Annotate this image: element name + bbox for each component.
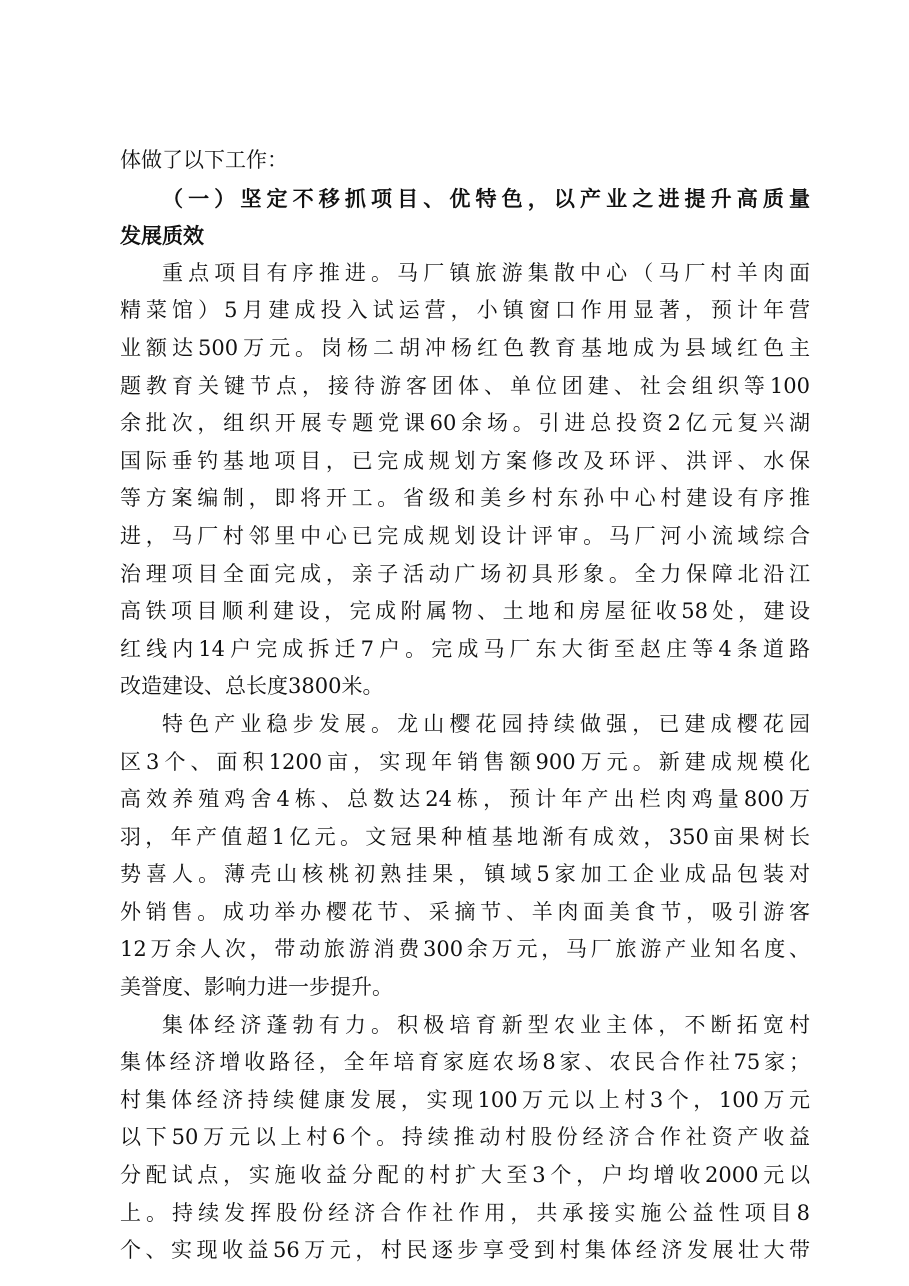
text-line: 精菜馆）5月建成投入试运营，小镇窗口作用显著，预计年营: [120, 298, 810, 323]
text-line: 余批次，组织开展专题党课60余场。引进总投资2亿元复兴湖: [120, 411, 810, 436]
text-line: 势喜人。薄壳山核桃初熟挂果，镇域5家加工企业成品包装对: [120, 862, 810, 887]
text-line: 分配试点，实施收益分配的村扩大至3个，户均增收2000元以: [120, 1163, 810, 1188]
text-line: 高效养殖鸡舍4栋、总数达24栋，预计年产出栏肉鸡量800万: [120, 787, 810, 812]
paragraph-key-projects: [120, 255, 810, 706]
text-line: 个、实现收益56万元，村民逐步享受到村集体经济发展壮大带: [120, 1238, 810, 1263]
intro-paragraph: [120, 142, 810, 180]
text-line: 体做了以下工作：: [120, 148, 288, 172]
text-line: 上。持续发挥股份经济合作社作用，共承接实施公益性项目8: [120, 1200, 810, 1225]
text-line: 进，马厂村邻里中心已完成规划设计评审。马厂河小流域综合: [120, 523, 810, 548]
paragraph-featured-industry: [120, 706, 810, 1007]
text-line: 村集体经济持续健康发展，实现100万元以上村3个，100万元: [120, 1087, 810, 1112]
heading-line: 发展质效: [120, 223, 204, 249]
paragraph-collective-economy: [120, 1007, 810, 1270]
heading-line: （一）坚定不移抓项目、优特色，以产业之进提升高质量: [162, 185, 810, 211]
text-line: 等方案编制，即将开工。省级和美乡村东孙中心村建设有序推: [120, 486, 810, 511]
text-line: 重点项目有序推进。马厂镇旅游集散中心（马厂村羊肉面: [162, 260, 810, 285]
text-line: 外销售。成功举办樱花节、采摘节、羊肉面美食节，吸引游客: [120, 899, 810, 924]
text-line: 治理项目全面完成，亲子活动广场初具形象。全力保障北沿江: [120, 561, 810, 586]
text-line: 改造建设、总长度3800米。: [120, 674, 384, 699]
text-line: 国际垂钓基地项目，已完成规划方案修改及环评、洪评、水保: [120, 448, 810, 473]
text-line: 红线内14户完成拆迁7户。完成马厂东大街至赵庄等4条道路: [120, 636, 810, 661]
text-line: 美誉度、影响力进一步提升。: [120, 975, 393, 1000]
text-line: 集体经济增收路径，全年培育家庭农场8家、农民合作社75家；: [120, 1050, 810, 1075]
text-line: 区3个、面积1200亩，实现年销售额900万元。新建成规模化: [120, 749, 810, 774]
text-line: 羽，年产值超1亿元。文冠果种植基地渐有成效，350亩果树长: [120, 824, 810, 849]
section-heading: [120, 180, 810, 255]
document-page: [120, 142, 810, 1270]
text-line: 特色产业稳步发展。龙山樱花园持续做强，已建成樱花园: [162, 711, 810, 736]
text-line: 业额达500万元。岗杨二胡冲杨红色教育基地成为县域红色主: [120, 335, 810, 360]
text-line: 以下50万元以上村6个。持续推动村股份经济合作社资产收益: [120, 1125, 810, 1150]
text-line: 高铁项目顺利建设，完成附属物、土地和房屋征收58处，建设: [120, 599, 810, 624]
text-line: 题教育关键节点，接待游客团体、单位团建、社会组织等100: [120, 373, 810, 398]
text-line: 集体经济蓬勃有力。积极培育新型农业主体，不断拓宽村: [162, 1012, 810, 1037]
text-line: 12万余人次，带动旅游消费300余万元，马厂旅游产业知名度、: [120, 937, 810, 962]
